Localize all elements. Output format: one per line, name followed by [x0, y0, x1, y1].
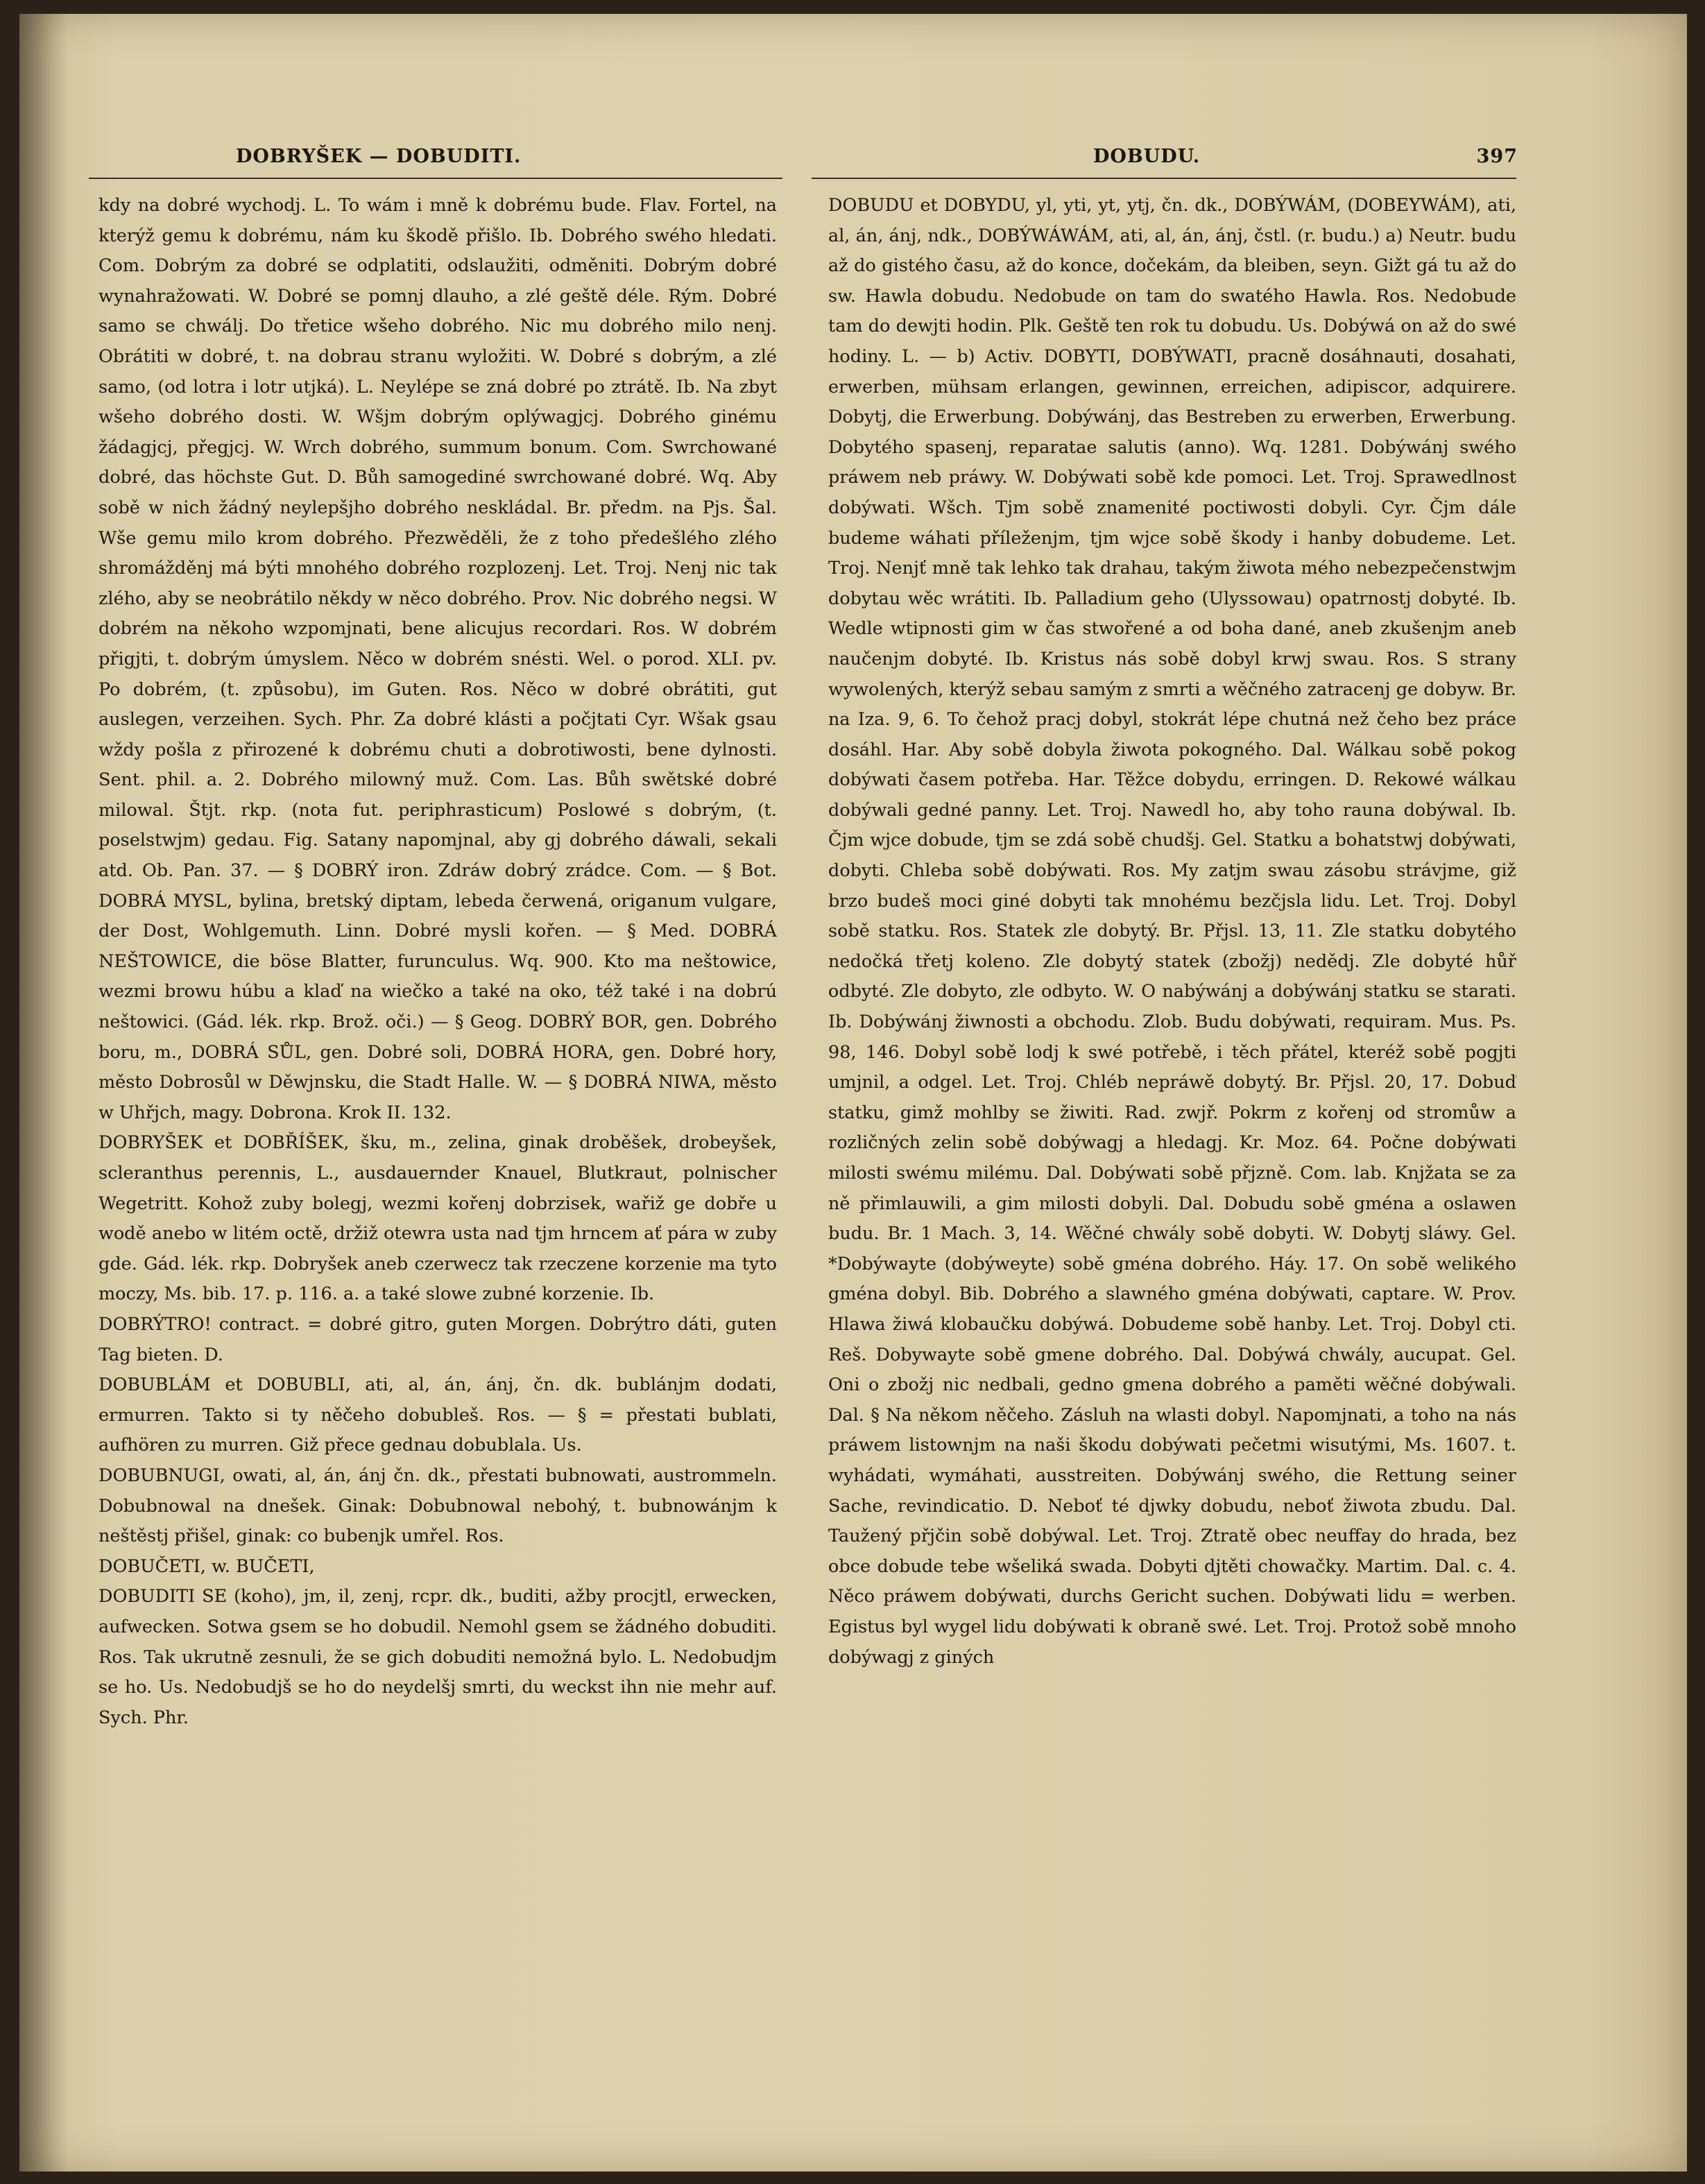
entry-dobublam: DOBUBLÁM et DOBUBLI, ati, al, án, ánj, čn. dk. bublánjm dodati, ermurren. Takto si ty něčeho dobubleš. Ros. — § = přestati bublati, aufhören zu murren. Giž přece gednau dobublala. Us. [98, 1374, 777, 1456]
entry-dobuditi: DOBUDITI SE (koho), jm, il, zenj, rcpr. dk., buditi, ažby procjtl, erwecken, aufwecken. Sotwa gsem se ho dobudil. Nemohl gsem se žádného dobuditi. Ros. Tak ukrutně zesnuli, že se gich dobuditi nemožná bylo. L. Nedobudjm se ho. Us. Nedobudjš se ho do neydelšj smrti, du weckst ihn nie mehr auf. Sych. Phr. [98, 1586, 777, 1728]
dictionary-page [19, 14, 1687, 2172]
entry-dobrysek: DOBRYŠEK et DOBŘÍŠEK, šku, m., zelina, ginak droběšek, drobeyšek, scleranthus perennis, L., ausdauernder Knauel, Blutkraut, polnischer Wegetritt. Kohož zuby bolegj, wezmi kořenj dobrzisek, wařiž ge dobře u wodě anebo w litém octě, držiž otewra usta nad tjm hrncem ať pára w zuby gde. Gád. lék. rkp. Dobryšek aneb czerwecz tak rzeczene korzenie ma tyto moczy, Ms. bib. 17. p. 116. a. a také slowe zubné korzenie. Ib. [98, 1132, 777, 1305]
entry-dobuceti: DOBUČETI, w. BUČETI, [98, 1555, 315, 1577]
entry-dobubnugi: DOBUBNUGI, owati, al, án, ánj čn. dk., přestati bubnowati, austrommeln. Dobubnowal na dnešek. Ginak: Dobubnowal nebohý, t. bubnowánjm k neštěstj přišel, ginak: co bubenjk umřel. Ros. [98, 1465, 777, 1547]
running-head-right: DOBUDU. [1093, 146, 1201, 167]
header-rule-left [89, 178, 782, 179]
page-number: 397 [1476, 146, 1518, 167]
running-head-left: DOBRYŠEK — DOBUDITI. [236, 146, 522, 167]
right-column [828, 191, 1516, 2106]
header-rule-right [812, 178, 1516, 179]
entry-dobudu: DOBUDU et DOBYDU, yl, yti, yt, ytj, čn. dk., DOBÝWÁM, (DOBEYWÁM), ati, al, án, ánj, ndk., DOBÝWÁWÁM, ati, al, án, ánj, čstl. (r. budu.) a) Neutr. budu až do gistého času, až do konce, dočekám, da bleiben, seyn. Gižt gá tu až do sw. Hawla dobudu. Nedobude on tam do swatého Hawla. Ros. Nedobude tam do dewjti hodin. Plk. Geště ten rok tu dobudu. Us. Dobýwá on až do swé hodiny. L. — b) Activ. DOBYTI, DOBÝWATI, pracně dosáhnauti, dosahati, erwerben, mühsam erlangen, gewinnen, erreichen, adipiscor, adquirere. Dobytj, die Erwerbung. Dobýwánj, das Bestreben zu erwerben, Erwerbung. Dobytého spasenj, reparatae salutis (anno). Wq. 1281. Dobýwánj swého práwem neb práwy. W. Dobýwati sobě kde pomoci. Let. Troj. Sprawedlnost dobýwati. Wšch. Tjm sobě znamenité poctiwosti dobyli. Cyr. Čjm dále budeme wáhati příleženjm, tjm wjce sobě škody i hanby dobudeme. Let. Troj. Nenjť mně tak lehko tak drahau, takým žiwota mého nebezpečenstwjm dobytau wěc wrátiti. Ib. Palladium geho (Ulyssowau) opatrnostj dobyté. Ib. Wedle wtipnosti gim w čas stwořené a od boha dané, aneb zkušenjm aneb naučenjm dobyté. Ib. Kristus nás sobě dobyl krwj swau. Ros. S strany wywolených, kterýž sebau samým z smrti a wěčného zatracenj ge dobyw. Br. na Iza. 9, 6. To čehož pracj dobyl, stokrát lépe chutná než čeho bez práce dosáhl. Har. Aby sobě dobyla žiwota pokogného. Dal. Wálkau sobě pokog dobýwati časem potřeba. Har. Těžce dobydu, erringen. D. Rekowé wálkau dobýwali gedné panny. Let. Troj. Nawedl ho, aby toho rauna dobýwal. Ib. Čjm wjce dobude, tjm se zdá sobě chudšj. Gel. Statku a bohatstwj dobýwati, dobyti. Chleba sobě dobýwati. Ros. My zatjm swau zásobu strávjme, giž brzo budeš moci giné dobyti tak mnohému bezčjsla lidu. Let. Troj. Dobyl sobě statku. Ros. Statek zle dobytý. Br. Přjsl. 13, 11. Zle statku dobytého nedočká třetj koleno. Zle dobytý statek (zbožj) nedědj. Zle dobyté hůř odbyté. Zle dobyto, zle odbyto. W. O nabýwánj a dobýwánj statku se starati. Ib. Dobýwánj žiwnosti a obchodu. Zlob. Budu dobýwati, requiram. Mus. Ps. 98, 146. Dobyl sobě lodj k swé potřebě, i těch přátel, kteréž sobě pogjti umjnil, a odgel. Let. Troj. Chléb nepráwě dobytý. Br. Přjsl. 20, 17. Dobuď statku, gimž mohlby se žiwiti. Rad. zwjř. Pokrm z kořenj od stromůw a rozličných zelin sobě dobýwagj a hledagj. Kr. Moz. 64. Počne dobýwati milosti swému milému. Dal. Dobýwati sobě přjzně. Com. lab. Knjžata se za ně přimlauwili, a gim milosti dobyli. Dal. Dobudu sobě gména a oslawen budu. Br. 1 Mach. 3, 14. Wěčné chwály sobě dobyti. W. Dobytj sláwy. Gel. *Dobýwayte (dobýweyte) sobě gména dobrého. Háy. 17. On sobě welikého gména dobyl. Bib. Dobrého a slawného gména dobýwati, captare. W. Prov. Hlawa žiwá klobaučku dobýwá. Dobudeme sobě hanby. Let. Troj. Dobyl cti. Reš. Dobywayte sobě gmene dobrého. Dal. Dobýwá chwály, aucupat. Gel. Oni o zbožj nic nedbali, gedno gmena dobrého a paměti wěčné dobýwali. Dal. § Na někom něčeho. Zásluh na wlasti dobyl. Napomjnati, a toho na nás práwem listownjm na naši škodu dobýwati pečetmi wisutými, Ms. 1607. t. wyhádati, wymáhati, ausstreiten. Dobýwánj swého, die Rettung seiner Sache, revindicatio. D. Neboť té djwky dobudu, neboť žiwota zbudu. Dal. Taužený přjčin sobě dobýwal. Let. Troj. Ztratě obec neuffay do hrada, bez obce dobude tebe wšeliká swada. Dobyti djtěti chowačky. Martim. Dal. c. 4. Něco práwem dobýwati, durchs Gericht suchen. Dobýwati lidu = werben. Egistus byl wygel lidu dobýwati k obraně swé. Let. Troj. Protož sobě mnoho dobýwagj z giných [828, 195, 1516, 1668]
binding-gutter-shadow [19, 14, 68, 2172]
entry-dobry-continuation: kdy na dobré wychodj. L. To wám i mně k dobrému bude. Flav. Fortel, na kterýž gemu k dobrému, nám ku škodě přišlo. Ib. Dobrého swého hledati. Com. Dobrým za dobré se odplatiti, odslaužiti, odměniti. Dobrým dobré wynahražowati. W. Dobré se pomnj dlauho, a zlé geště déle. Rým. Dobré samo se chwálj. Do třetice wšeho dobrého. Nic mu dobrého milo nenj. Obrátiti w dobré, t. na dobrau stranu wyložiti. W. Dobré s dobrým, a zlé samo, (od lotra i lotr utjká). L. Neylépe se zná dobré po ztrátě. Ib. Na zbyt wšeho dobrého dosti. W. Wšjm dobrým oplýwagjcj. Dobrého ginému žádagjcj, přegjcj. W. Wrch dobrého, summum bonum. Com. Swrchowané dobré, das höchste Gut. D. Bůh samogediné swrchowané dobré. Wq. Aby sobě w nich žádný neylepšjho dobrého neskládal. Br. předm. na Pjs. Šal. Wše gemu milo krom dobrého. Přezwěděli, že z toho předešlého zlého shromážděnj má býti mnohého dobrého rozplozenj. Let. Troj. Nenj nic tak zlého, aby se neobrátilo někdy w něco dobrého. Prov. Nic dobrého negsi. W dobrém na někoho wzpomjnati, bene alicujus recordari. Ros. W dobrém přigjti, t. dobrým úmyslem. Něco w dobrém snésti. Wel. o porod. XLI. pv. Po dobrém, (t. způsobu), im Guten. Ros. Něco w dobré obrátiti, gut auslegen, verzeihen. Sych. Phr. Za dobré klásti a počjtati Cyr. Wšak gsau wždy pošla z přirozené k dobrému chuti a dobrotiwosti, bene dylnosti. Sent. phil. a. 2. Dobrého milowný muž. Com. Las. Bůh swětské dobré milowal. Štjt. rkp. (nota fut. periphrasticum) Poslowé s dobrým, (t. poselstwjm) gedau. Fig. Satany napomjnal, aby gj dobrého dáwali, sekali atd. Ob. Pan. 37. — § DOBRÝ iron. Zdráw dobrý zrádce. Com. — § Bot. DOBRÁ MYSL, bylina, bretský diptam, lebeda čerwená, origanum vulgare, der Dost, Wohlgemuth. Linn. Dobré mysli kořen. — § Med. DOBRÁ NEŠTOWICE, die böse Blatter, furunculus. Wq. 900. Kto ma neštowice, wezmi browu húbu a klaď na wiečko a také na oko, též také i na dobrú neštowici. (Gád. lék. rkp. Brož. oči.) — § Geog. DOBRÝ BOR, gen. Dobrého boru, m., DOBRÁ SŮL, gen. Dobré soli, DOBRÁ HORA, gen. Dobré hory, město Dobrosůl w Děwjnsku, die Stadt Halle. W. — § DOBRÁ NIWA, město w Uhřjch, magy. Dobrona. Krok II. 132. [98, 195, 777, 1123]
left-column [98, 191, 777, 2106]
entry-dobrytro: DOBRÝTRO! contract. = dobré gitro, guten Morgen. Dobrýtro dáti, guten Tag bieten. D. [98, 1313, 777, 1365]
